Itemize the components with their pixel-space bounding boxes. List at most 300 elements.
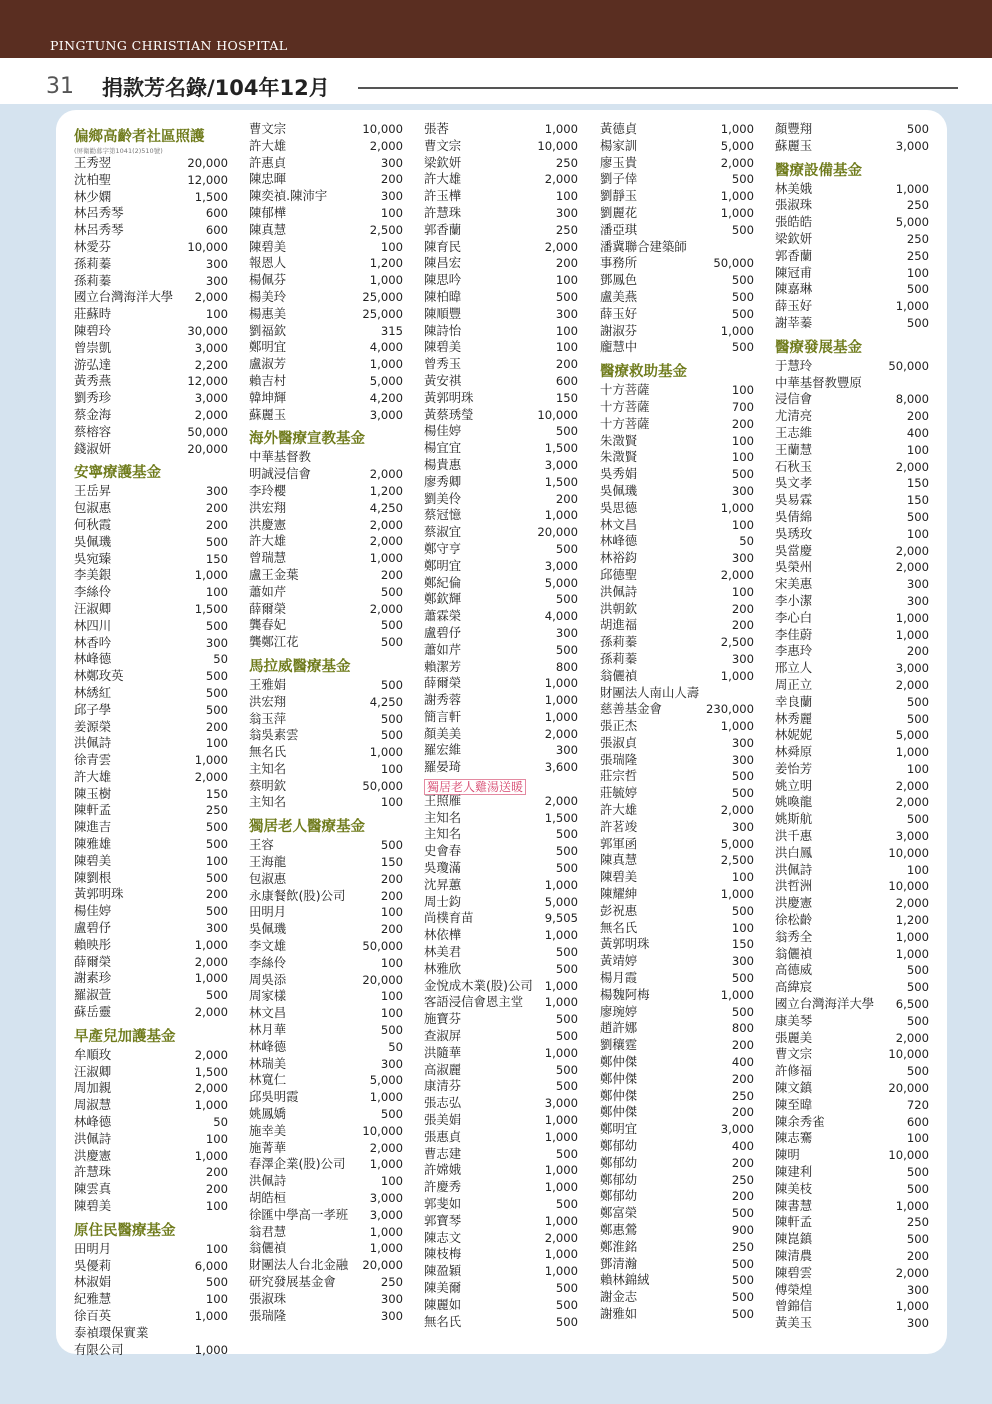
- donor-row: [775, 509, 929, 526]
- donor-row: [74, 735, 228, 752]
- donation-amount: 2,000: [895, 896, 929, 911]
- donation-amount: 200: [380, 567, 403, 582]
- donation-amount: 1,000: [720, 189, 754, 204]
- donor-row: [424, 222, 578, 239]
- donor-row: [600, 449, 754, 466]
- donor-name: 謝雅如: [600, 1305, 638, 1321]
- donor-row: [74, 567, 228, 584]
- donor-name: 周正立: [775, 676, 813, 692]
- donor-row: [600, 289, 754, 306]
- donor-row: [74, 205, 228, 222]
- donation-amount: 500: [555, 541, 578, 556]
- donation-amount: 100: [380, 795, 403, 810]
- donor-row: [775, 711, 929, 728]
- donation-amount: 2,000: [720, 567, 754, 582]
- donor-name: 姜源榮: [74, 718, 112, 734]
- donor-column-3: [424, 121, 578, 1330]
- donor-name: 陳雲真: [74, 1181, 112, 1197]
- donor-row: [424, 1213, 578, 1230]
- donor-name: 鄭仲傑: [600, 1104, 638, 1120]
- donation-amount: 1,000: [194, 753, 228, 768]
- page-title: 捐款芳名錄/104年12月: [102, 76, 330, 100]
- donor-name: 洪宏翔: [249, 499, 287, 515]
- donor-name: 十方菩薩: [600, 398, 650, 414]
- donor-name: 吳佩璣: [249, 921, 287, 937]
- donor-name: 盧碧伃: [74, 920, 112, 936]
- donation-amount: 500: [731, 786, 754, 801]
- donor-row: [600, 1104, 754, 1121]
- donor-row: [74, 172, 228, 189]
- donor-row: [249, 289, 403, 306]
- donor-name: 朱澂賢: [600, 432, 638, 448]
- donor-row: [249, 1207, 403, 1224]
- donor-row: [249, 634, 403, 651]
- donor-name: 陳玉樹: [74, 785, 112, 801]
- donor-name: 姚喚龍: [775, 794, 813, 810]
- donor-row: [74, 819, 228, 836]
- donor-name: 鄭明宜: [249, 339, 287, 355]
- donor-row: [249, 1072, 403, 1089]
- donor-name: 張志弘: [424, 1095, 462, 1111]
- donor-name: 洪慶憲: [249, 516, 287, 532]
- donor-name: 許嫦娥: [424, 1162, 462, 1178]
- donor-row: [424, 423, 578, 440]
- donor-row: [74, 651, 228, 668]
- donation-amount: 500: [555, 1079, 578, 1094]
- donation-amount: 500: [906, 1013, 929, 1028]
- donor-row: [424, 726, 578, 743]
- donor-name: 陳耀紳: [600, 886, 638, 902]
- donor-row: [424, 961, 578, 978]
- donor-name: 薛爾榮: [74, 953, 112, 969]
- donor-row: [74, 1291, 228, 1308]
- donor-name: 許慶秀: [424, 1179, 462, 1195]
- campaign-note: [424, 776, 578, 793]
- donor-row: [600, 1071, 754, 1088]
- donation-amount: 100: [906, 526, 929, 541]
- donor-row: [775, 231, 929, 248]
- donor-name: 林瑞美: [249, 1055, 287, 1071]
- donation-amount: 500: [731, 222, 754, 237]
- fund-section-title: 醫療設備基金: [775, 162, 862, 179]
- donor-row: [775, 1164, 929, 1181]
- donation-amount: 20,000: [362, 972, 403, 987]
- donor-name: 盧美燕: [600, 288, 638, 304]
- donor-name: 鄭郁幼: [600, 1138, 638, 1154]
- donation-amount: 500: [731, 769, 754, 784]
- donor-name: 鄭淮銘: [600, 1238, 638, 1254]
- donor-row: [600, 617, 754, 634]
- donation-amount: 500: [555, 424, 578, 439]
- donation-amount: 500: [555, 844, 578, 859]
- donor-name: 孫莉蓁: [600, 634, 638, 650]
- donor-name: 高緯宸: [775, 979, 813, 995]
- donor-row: [424, 1129, 578, 1146]
- donation-amount: 100: [906, 761, 929, 776]
- donor-name: 幸良蘭: [775, 693, 813, 709]
- donor-row: [600, 718, 754, 735]
- donation-amount: 8,000: [895, 392, 929, 407]
- donation-amount: 200: [731, 1189, 754, 1204]
- donor-row: [249, 533, 403, 550]
- donor-row: [600, 339, 754, 356]
- donation-amount: 500: [906, 963, 929, 978]
- donor-row: [775, 181, 929, 198]
- donor-name: 有限公司: [74, 1341, 124, 1357]
- donor-name: 林雅欣: [424, 960, 462, 976]
- donor-name: 劉美伶: [424, 490, 462, 506]
- donor-name: 黃郭明珠: [74, 886, 124, 902]
- donation-amount: 1,000: [895, 929, 929, 944]
- donor-name: 陳真慧: [249, 221, 287, 237]
- donor-row: [424, 121, 578, 138]
- donor-row: [249, 356, 403, 373]
- donor-row: [600, 869, 754, 886]
- donor-name: 十方菩薩: [600, 382, 650, 398]
- donation-amount: 100: [205, 1292, 228, 1307]
- donor-name: 楊美玲: [249, 288, 287, 304]
- donor-name: 吳瓊滿: [424, 860, 462, 876]
- donation-amount: 500: [205, 669, 228, 684]
- donation-amount: 500: [731, 340, 754, 355]
- donor-name: 蕭如芹: [249, 583, 287, 599]
- donor-row: [249, 1190, 403, 1207]
- donor-row: [600, 1188, 754, 1205]
- donor-name: 蕭如芹: [424, 641, 462, 657]
- donor-name: 主知名: [424, 826, 462, 842]
- fund-section-title: 醫療救助基金: [600, 364, 687, 381]
- donor-name: 吳易霖: [775, 492, 813, 508]
- donor-name: 翁君慧: [249, 1223, 287, 1239]
- donation-amount: 2,000: [194, 290, 228, 305]
- donor-name: 田明月: [74, 1240, 112, 1256]
- donation-amount: 500: [731, 1306, 754, 1321]
- donor-row: [600, 1222, 754, 1239]
- donor-name: 主知名: [424, 809, 462, 825]
- donation-amount: 3,000: [194, 391, 228, 406]
- donation-amount: 500: [380, 1107, 403, 1122]
- donation-amount: 200: [731, 1038, 754, 1053]
- donor-row: [775, 576, 929, 593]
- donor-row: [249, 390, 403, 407]
- donation-amount: 1,000: [544, 928, 578, 943]
- donor-name: 陳建利: [775, 1164, 813, 1180]
- donor-name: 莊蘇時: [74, 306, 112, 322]
- donor-row: [249, 1005, 403, 1022]
- donor-name: 洪哲洲: [775, 878, 813, 894]
- donor-row: [74, 1274, 228, 1291]
- donor-name: 沈柏聖: [74, 171, 112, 187]
- donation-amount: 2,000: [720, 803, 754, 818]
- donor-name: 龔春妃: [249, 617, 287, 633]
- donor-name: 蔡冠憶: [424, 507, 462, 523]
- donor-row: [775, 811, 929, 828]
- donation-amount: 100: [205, 1131, 228, 1146]
- donor-name: 楊貴惠: [424, 456, 462, 472]
- donation-amount: 720: [906, 1097, 929, 1112]
- donation-amount: 2,000: [194, 407, 228, 422]
- donor-name: 曹文宗: [424, 137, 462, 153]
- donor-row: [600, 500, 754, 517]
- donation-amount: 500: [555, 642, 578, 657]
- donor-row: [424, 860, 578, 877]
- donor-row: [74, 1198, 228, 1215]
- donor-row: [775, 1298, 929, 1315]
- fund-section-title: 安寧療護基金: [74, 465, 161, 482]
- donor-name: 林峰德: [600, 533, 638, 549]
- donation-amount: 500: [731, 1256, 754, 1271]
- donor-row: [775, 1080, 929, 1097]
- donor-row: [775, 862, 929, 879]
- donation-amount: 4,200: [369, 390, 403, 405]
- donor-row: [424, 742, 578, 759]
- donor-name: 胡進福: [600, 617, 638, 633]
- donor-name: 鄭仲傑: [600, 1087, 638, 1103]
- donor-row: [600, 1004, 754, 1021]
- donor-name: 楊惠美: [249, 305, 287, 321]
- donor-name: 張惠貞: [424, 1128, 462, 1144]
- donation-amount: 20,000: [187, 156, 228, 170]
- donor-name: 陳進吉: [74, 819, 112, 835]
- donor-row: [74, 601, 228, 618]
- donation-amount: 2,000: [544, 239, 578, 254]
- donor-name: 黃郭明珠: [600, 936, 650, 952]
- donation-amount: 100: [380, 761, 403, 776]
- donation-amount: 3,000: [544, 457, 578, 472]
- donation-amount: 2,000: [194, 1047, 228, 1062]
- donor-row: [775, 375, 929, 392]
- donation-amount: 50,000: [713, 256, 754, 271]
- donor-name: 姚立明: [775, 777, 813, 793]
- donor-row: [424, 507, 578, 524]
- donor-column-5: [775, 121, 929, 1332]
- donor-name: 徐松齡: [775, 912, 813, 928]
- donor-row: [249, 988, 403, 1005]
- donor-name: 浸信會: [775, 391, 813, 407]
- donor-name: 張正杰: [600, 718, 638, 734]
- donation-amount: 800: [731, 1021, 754, 1036]
- donor-row: [600, 416, 754, 433]
- donor-row: [600, 399, 754, 416]
- donation-amount: 300: [731, 483, 754, 498]
- donation-amount: 150: [906, 493, 929, 508]
- fund-section-title: 偏鄉高齡者社區照護: [74, 129, 205, 145]
- donor-name: 薛玉好: [775, 298, 813, 314]
- donation-amount: 25,000: [362, 289, 403, 304]
- donor-row: [424, 642, 578, 659]
- donor-row: [74, 155, 228, 172]
- donor-name: 曹志建: [424, 1145, 462, 1161]
- page-number: 31: [46, 74, 74, 99]
- donor-name: 王海龍: [249, 854, 287, 870]
- donation-amount: 4,000: [544, 609, 578, 624]
- donor-row: [74, 886, 228, 903]
- donor-name: 黃靖婷: [600, 953, 638, 969]
- donation-amount: 2,200: [194, 357, 228, 372]
- donor-row: [600, 1172, 754, 1189]
- donor-name: 李心白: [775, 609, 813, 625]
- donor-name: 梁欽妍: [424, 154, 462, 170]
- donor-name: 陳昌宏: [424, 255, 462, 271]
- donation-amount: 250: [731, 1172, 754, 1187]
- donor-name: 賴林錦絨: [600, 1272, 650, 1288]
- donation-amount: 1,000: [720, 887, 754, 902]
- donor-row: [249, 239, 403, 256]
- donation-amount: 500: [205, 988, 228, 1003]
- donor-row: [424, 541, 578, 558]
- donation-amount: 1,000: [369, 273, 403, 288]
- donation-amount: 500: [906, 1165, 929, 1180]
- donor-name: 洪慶憲: [74, 1147, 112, 1163]
- donor-name: 鄭惠鶯: [600, 1222, 638, 1237]
- donor-name: 賴映彤: [74, 936, 112, 952]
- donor-row: [74, 357, 228, 374]
- donor-name: 郭香蘭: [775, 247, 813, 263]
- donor-row: [600, 920, 754, 937]
- donor-name: 陳明: [775, 1147, 800, 1163]
- donation-amount: 100: [380, 989, 403, 1004]
- donation-amount: 10,000: [537, 138, 578, 153]
- donor-row: [249, 205, 403, 222]
- donation-amount: 500: [731, 172, 754, 187]
- donor-name: 錢淑妍: [74, 440, 112, 456]
- donor-row: [74, 903, 228, 920]
- donor-name: 翁儷禎: [600, 667, 638, 683]
- donation-amount: 300: [906, 577, 929, 592]
- donation-amount: 1,500: [544, 474, 578, 489]
- donor-column-4: [600, 121, 754, 1323]
- donor-name: 中華基督教: [249, 449, 311, 465]
- donation-amount: 400: [731, 1139, 754, 1154]
- donor-name: 王岳昇: [74, 483, 112, 499]
- donation-amount: 3,000: [544, 1096, 578, 1111]
- donation-amount: 1,500: [194, 189, 228, 204]
- donor-row: [600, 1205, 754, 1222]
- donor-name: 吳佩璣: [74, 533, 112, 549]
- donation-amount: 250: [906, 248, 929, 263]
- donation-amount: 20,000: [187, 441, 228, 456]
- donor-row: [74, 954, 228, 971]
- donor-row: [74, 685, 228, 702]
- donation-amount: 500: [906, 122, 929, 136]
- donor-name: 康清芬: [424, 1078, 462, 1094]
- donation-amount: 300: [380, 1056, 403, 1071]
- donation-amount: 500: [906, 1232, 929, 1247]
- donor-name: 洪白鳳: [775, 844, 813, 860]
- donor-name: 王秀翌: [74, 155, 112, 170]
- donation-amount: 10,000: [888, 845, 929, 860]
- donor-row: [775, 744, 929, 761]
- donation-amount: 250: [906, 198, 929, 213]
- donation-amount: 50: [388, 1039, 403, 1054]
- fund-section-title: 獨居老人醫療基金: [249, 819, 365, 836]
- donor-row: [249, 466, 403, 483]
- donation-amount: 1,000: [720, 500, 754, 515]
- donor-row: [249, 1089, 403, 1106]
- donor-name: 尚樸育苗: [424, 910, 474, 926]
- donation-amount: 3,000: [895, 661, 929, 676]
- donor-row: [600, 382, 754, 399]
- donation-amount: 500: [205, 618, 228, 633]
- donor-row: [249, 904, 403, 921]
- donor-row: [600, 903, 754, 920]
- donor-name: 洪佩詩: [775, 861, 813, 877]
- donor-row: [600, 517, 754, 534]
- donor-row: [249, 888, 403, 905]
- donor-row: [74, 1097, 228, 1114]
- donation-amount: 1,000: [895, 745, 929, 760]
- donation-amount: 1,000: [194, 1309, 228, 1323]
- donor-name: 胡皓桓: [249, 1190, 287, 1206]
- donation-amount: 1,000: [369, 1224, 403, 1239]
- donation-amount: 500: [555, 961, 578, 976]
- donation-amount: 500: [731, 1290, 754, 1305]
- donation-amount: 300: [205, 635, 228, 650]
- donor-row: [249, 972, 403, 989]
- donation-amount: 230,000: [706, 702, 754, 717]
- donor-row: [424, 709, 578, 726]
- donor-name: 史會春: [424, 843, 462, 859]
- donor-row: [775, 1013, 929, 1030]
- donor-row: [249, 1257, 403, 1274]
- donor-row: [775, 214, 929, 231]
- donor-row: [74, 323, 228, 340]
- donor-name: 陳奕禎.陳沛宇: [249, 188, 328, 204]
- donation-amount: 1,000: [544, 508, 578, 523]
- donor-row: [74, 500, 228, 517]
- donation-amount: 500: [555, 592, 578, 607]
- donor-name: 謝莘蓁: [775, 314, 813, 330]
- donation-amount: 200: [205, 517, 228, 532]
- donor-name: 林妮妮: [775, 727, 813, 743]
- donation-amount: 500: [555, 1297, 578, 1312]
- donation-amount: 500: [205, 904, 228, 919]
- donation-amount: 200: [731, 601, 754, 616]
- donor-name: 陳盈穎: [424, 1263, 462, 1279]
- donation-amount: 500: [906, 315, 929, 330]
- donor-row: [775, 1063, 929, 1080]
- donation-amount: 500: [205, 685, 228, 700]
- donor-row: [775, 845, 929, 862]
- donor-name: 郭軍函: [600, 835, 638, 851]
- donor-name: 翁玉萍: [249, 710, 287, 726]
- donation-amount: 300: [555, 205, 578, 220]
- donor-name: 蔡金海: [74, 406, 112, 422]
- donor-row: [600, 155, 754, 172]
- donor-row: [74, 668, 228, 685]
- donor-row: [600, 785, 754, 802]
- donor-name: 廖琬婷: [600, 1003, 638, 1019]
- donation-amount: 5,000: [720, 836, 754, 851]
- donation-amount: 5,000: [544, 575, 578, 590]
- donor-name: 鄭明宜: [600, 1121, 638, 1137]
- donor-row: [600, 685, 754, 702]
- donation-amount: 2,000: [895, 1265, 929, 1280]
- donation-amount: 500: [380, 838, 403, 853]
- donor-row: [424, 1196, 578, 1213]
- donor-name: 施寶芬: [424, 1011, 462, 1027]
- donation-amount: 2,000: [544, 726, 578, 741]
- donation-amount: 100: [555, 323, 578, 338]
- donor-row: [775, 593, 929, 610]
- donation-amount: 300: [205, 273, 228, 288]
- donation-amount: 200: [205, 1182, 228, 1197]
- donation-amount: 1,000: [544, 1129, 578, 1144]
- donor-name: 林美君: [424, 944, 462, 960]
- donation-amount: 300: [731, 752, 754, 767]
- donor-name: 陳美枝: [775, 1180, 813, 1196]
- donation-amount: 1,500: [544, 810, 578, 825]
